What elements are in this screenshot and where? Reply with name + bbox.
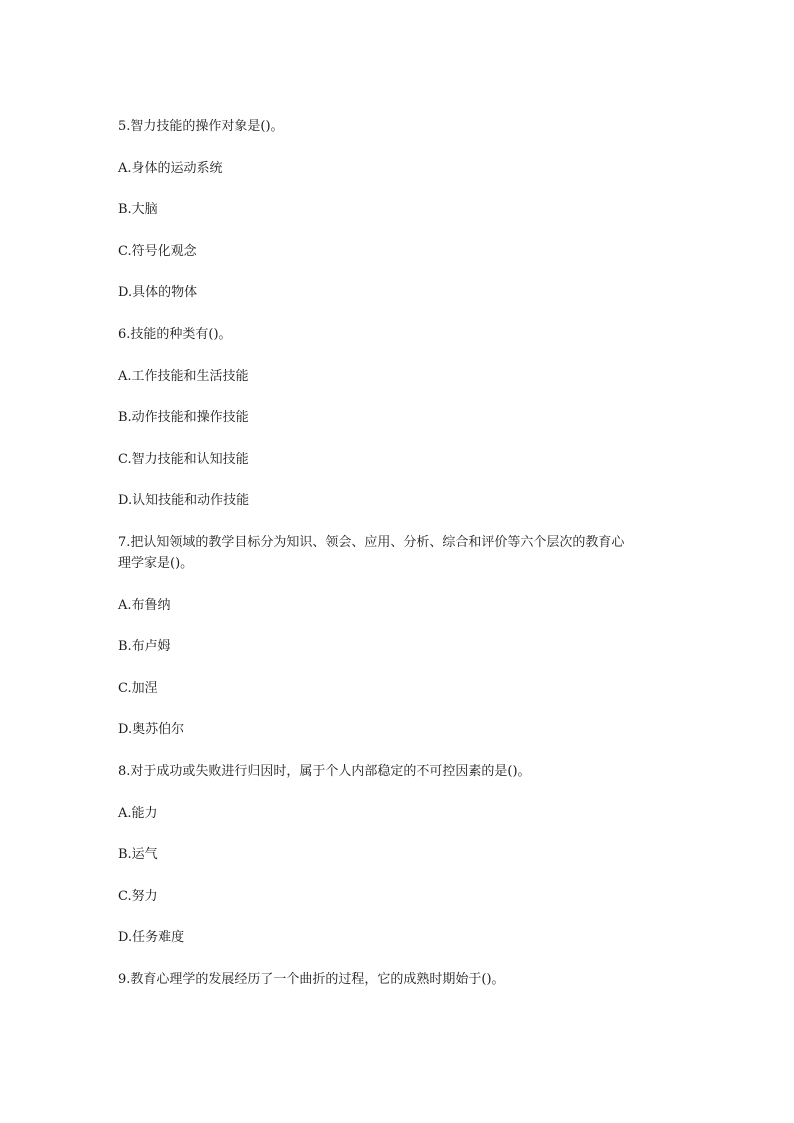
question-8-option-c: C.努力 — [118, 888, 158, 904]
question-8-stem: 8.对于成功或失败进行归因时，属于个人内部稳定的不可控因素的是()。 — [118, 763, 531, 779]
question-8-option-d: D.任务难度 — [118, 930, 185, 946]
question-6-stem: 6.技能的种类有()。 — [118, 326, 232, 342]
question-5-option-b: B.大脑 — [118, 202, 158, 218]
question-7-option-b: B.布卢姆 — [118, 639, 171, 655]
question-5-option-d: D.具体的物体 — [118, 285, 198, 301]
question-7-option-c: C.加涅 — [118, 680, 158, 696]
question-7-stem-line-2: 理学家是()。 — [118, 555, 194, 571]
question-5-option-c: C.符号化观念 — [118, 243, 197, 259]
question-6-option-b: B.动作技能和操作技能 — [118, 410, 249, 426]
question-9-stem: 9.教育心理学的发展经历了一个曲折的过程，它的成熟时期始于()。 — [118, 971, 505, 987]
question-7-stem-line-1: 7.把认知领域的教学目标分为知识、领会、应用、分析、综合和评价等六个层次的教育心 — [118, 534, 625, 550]
question-6-option-a: A.工作技能和生活技能 — [118, 368, 249, 384]
question-list — [118, 116, 678, 990]
question-8-option-a: A.能力 — [118, 805, 158, 821]
question-7-option-a: A.布鲁纳 — [118, 597, 171, 613]
question-5-option-a: A.身体的运动系统 — [118, 160, 223, 176]
question-7-stem — [118, 532, 678, 574]
question-5-stem: 5.智力技能的操作对象是()。 — [118, 119, 284, 134]
question-7-option-d: D.奥苏伯尔 — [118, 722, 185, 738]
question-8-option-b: B.运气 — [118, 847, 158, 863]
question-6-option-d: D.认知技能和动作技能 — [118, 493, 250, 509]
question-6-option-c: C.智力技能和认知技能 — [118, 451, 249, 467]
